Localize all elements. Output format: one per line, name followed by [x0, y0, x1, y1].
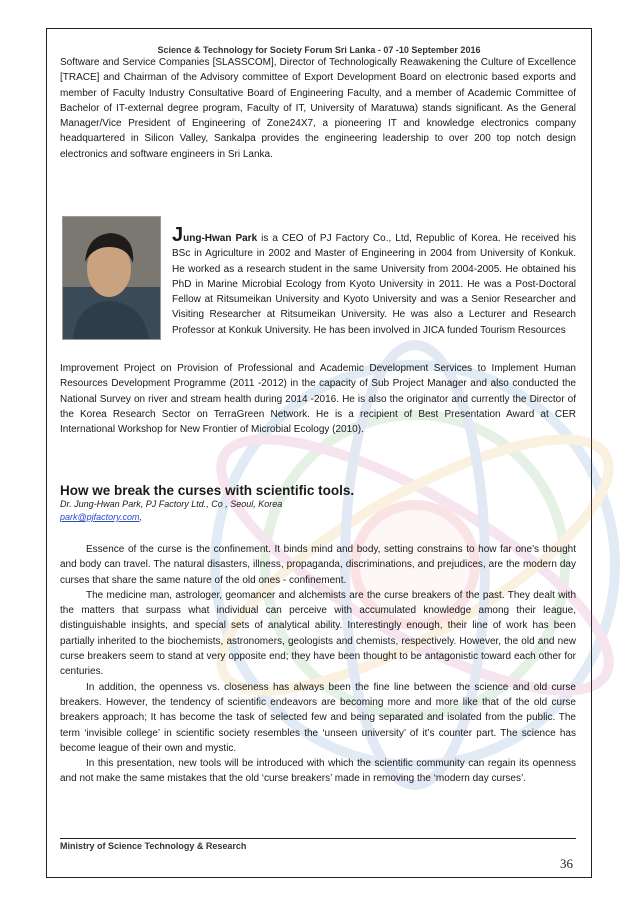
bio-name: ung-Hwan Park: [183, 233, 258, 244]
email-suffix: ,: [139, 512, 143, 522]
page-header: Science & Technology for Society Forum Sri Lanka - 07 -10 September 2016: [157, 45, 481, 55]
bio-text-right: is a CEO of PJ Factory Co., Ltd, Republic of Korea. He received his BSc in Agriculture in 2002 and Master of Engineering in 2004 from University of Konkuk. He worked as a research student in the same University from 2004-2005. He obtained his PhD in Marine Microbial Ecology from Kyoto University in 2011. He was a Post-Doctoral Fellow at Ritsumeikan University and Kyoto University and was a Senior Researcher and Visiting Researcher at Ritsumeikan University. He was also a Lecturer and Research Professor at Konkuk University. He has been involved in JICA funded Tourism Resources: [172, 233, 576, 336]
article-paragraph-4: In this presentation, new tools will be introduced with which the scientific community can regain its openness and not make the same mistakes that the old ‘curse breakers’ made in removing the ‘modern day curses’.: [60, 758, 576, 785]
page-number: 36: [560, 856, 573, 871]
article-paragraph-3: In addition, the openness vs. closeness has always been the fine line between the science and old curse breakers. However, the tendency of scientific endeavors are becoming more and more like that of the old curse breakers approach; It has become the task of selected few and being separated and isolated from the public. The term ‘invisible college’ in scientific society resembles the ‘unseen university’ of it’s counter part. The science has become league of their own and mystic.: [60, 681, 576, 754]
bio-intro: [172, 224, 576, 338]
article-paragraph-2: The medicine man, astrologer, geomancer and alchemists are the curse breakers of the past. They dealt with the matters that surpass what individual can perceive with accumulated knowledge among their league, distinguishable insights, and special sets of analytical ability. Interestingly enough, their line of work has been partially inherited to the biochemists, astronomers, geologists and chemists, respectively. However, the old and new curse breakers seem to stand at very opposite end; they have been thought to be antagonistic toward each other for centuries.: [60, 589, 576, 678]
article-body: [60, 542, 576, 787]
author-email-link[interactable]: park@pjfactory.com: [60, 512, 140, 522]
bio-continued: Improvement Project on Provision of Professional and Academic Development Services to Implement Human Resources Development Programme (2011 -2012) in the capacity of Sub Project Manager and also conducted the National Survey on river and stream health during 2014 -2016. He is also the originator and currently the Director of the Korea Research Sector on TerraGreen Network. He is a recipient of Best Presentation Award at CER International Workshop for New Frontier of Microbial Ecology (2010).: [60, 363, 576, 436]
footer-divider: [60, 838, 576, 839]
speaker-photo: [62, 216, 161, 340]
footer-ministry: Ministry of Science Technology & Research: [60, 841, 247, 851]
article-paragraph-1: Essence of the curse is the confinement. It binds mind and body, setting constrains to how far one’s thought and body can travel. The natural disasters, illness, propaganda, discriminations, and prejudices, are the modern day curses that share the same nature of the old ones - confinement.: [60, 544, 576, 586]
intro-paragraph: Software and Service Companies [SLASSCOM], Director of Technologically Reawakening the Culture of Excellence [TRACE] and Chairman of the Advisory committee of Export Development Board on electronic based exports and member of Faculty Industry Consultative Board of Engineering Faculty, and a member of Academic Committee of Bachelor of IT-external degree program, Faculty of IT, University of Maratuwa) stands significant. As the General Manager/Vice President of Engineering of Zone24X7, a pioneering IT and knowledge electronics company headquartered in Silicon Valley, Sankalpa provides the engineering leadership to over 200 top notch design electronics and software engineers in Sri Lanka.: [60, 57, 576, 160]
article-author: Dr. Jung-Hwan Park, PJ Factory Ltd., Co , Seoul, Korea: [60, 499, 283, 509]
article-email-line: [60, 512, 142, 522]
article-title: How we break the curses with scientific tools.: [60, 483, 355, 498]
bio-name-initial: J: [172, 224, 184, 246]
